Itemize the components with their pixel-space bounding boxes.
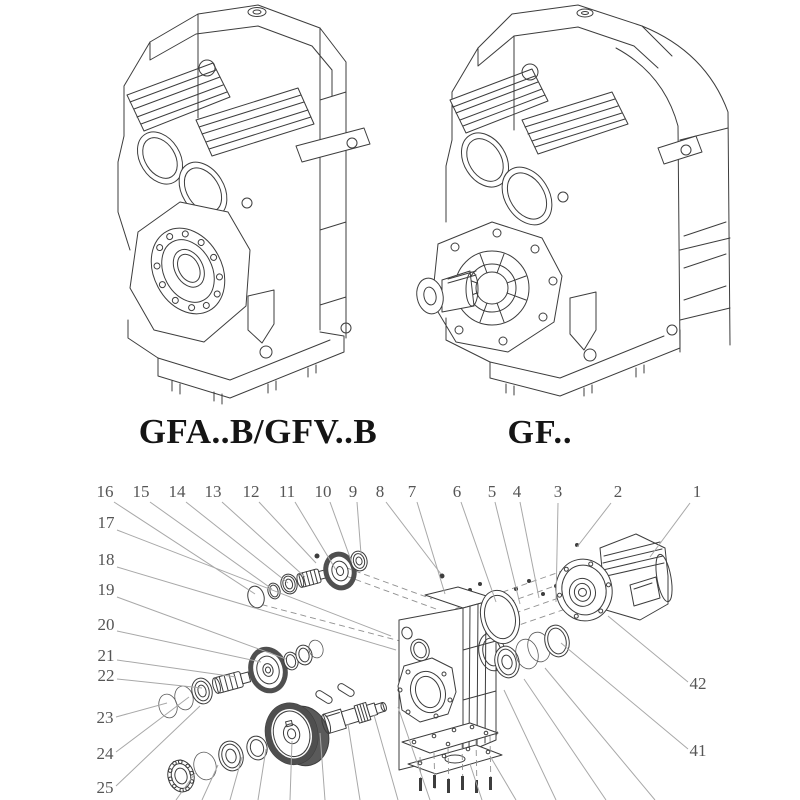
part-number-23: 23 <box>96 708 114 727</box>
leader-line-15 <box>150 502 272 589</box>
part-number-24: 24 <box>96 744 114 763</box>
part-number-15: 15 <box>132 482 150 501</box>
gearbox-drawing-solid-shaft <box>414 5 730 396</box>
part-number-11: 11 <box>278 482 296 501</box>
part-number-18: 18 <box>97 550 115 569</box>
part-number-8: 8 <box>375 482 385 501</box>
part-number-9: 9 <box>348 482 358 501</box>
part-number-10: 10 <box>314 482 332 501</box>
leader-line-4 <box>520 502 539 598</box>
leader-line-20 <box>117 631 261 662</box>
output-gear <box>259 695 335 774</box>
part-number-41: 41 <box>689 741 707 760</box>
leader-line-2 <box>577 503 611 547</box>
leader-line-14 <box>186 502 288 583</box>
part-number-17: 17 <box>97 513 115 532</box>
part-number-14: 14 <box>168 482 186 501</box>
part-number-19: 19 <box>97 580 115 599</box>
part-number-13: 13 <box>204 482 222 501</box>
part-number-4: 4 <box>512 482 522 501</box>
leader-line-42 <box>608 616 688 682</box>
part-number-5: 5 <box>487 482 497 501</box>
part-number-3: 3 <box>553 482 563 501</box>
leader-line-8 <box>386 502 441 574</box>
leader-line-5 <box>495 502 520 604</box>
model-label-solid-shaft: GF.. <box>507 414 573 451</box>
leader-line-22 <box>117 679 202 688</box>
leader-line-12 <box>259 502 316 563</box>
leader-line-13 <box>222 502 305 577</box>
part-number-1: 1 <box>692 482 702 501</box>
model-label-hollow-shaft: GFA..B/GFV..B <box>138 412 378 451</box>
part-number-7: 7 <box>407 482 417 501</box>
leader-line-6 <box>461 502 496 602</box>
part-number-6: 6 <box>452 482 462 501</box>
exploded-view <box>97 482 707 800</box>
leader-line-41 <box>561 643 688 749</box>
gearbox-drawing-hollow-shaft <box>118 5 370 404</box>
part-number-42: 42 <box>689 674 707 693</box>
part-number-25: 25 <box>96 778 114 797</box>
leader-line-1 <box>650 503 690 557</box>
part-number-21: 21 <box>97 646 115 665</box>
leader-line-23 <box>116 703 167 717</box>
leader-line-21 <box>117 660 236 677</box>
leader-line-11 <box>295 502 336 570</box>
part-number-22: 22 <box>97 666 115 685</box>
part-number-12: 12 <box>242 482 260 501</box>
part-number-16: 16 <box>96 482 114 501</box>
leader-line-24 <box>116 697 189 752</box>
leader-line-16 <box>114 502 255 594</box>
part-number-2: 2 <box>613 482 623 501</box>
leader-line-9 <box>357 502 361 554</box>
part-number-20: 20 <box>97 615 115 634</box>
